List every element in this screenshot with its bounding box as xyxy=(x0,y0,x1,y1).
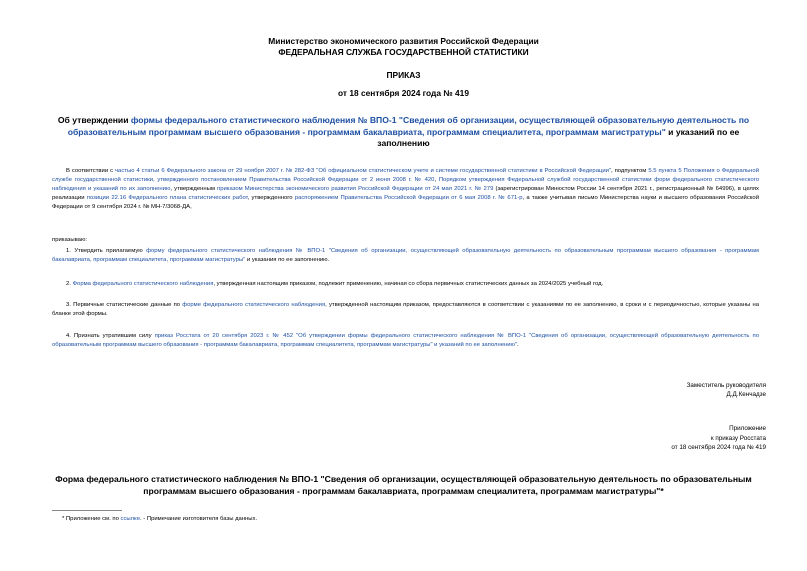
preamble-text-6: , утвержденного xyxy=(247,194,295,201)
footnote-link[interactable]: ссылке xyxy=(120,516,140,522)
preamble-text-5: (зарегистрирован Минюстом России 14 сентября 2021 г., регистрационный № 64996), в целях реализации xyxy=(52,185,759,201)
item-2-text-a: 2. xyxy=(66,281,73,287)
order-item-2 xyxy=(52,280,759,289)
form-title: Форма федерального статистического наблюдения № ВПО-1 "Сведения об организации, осуществляющей образовательную деятельность по образовательным программам высшего образования - программам бакалавриата, программам специалитета, программам магистратуры"* xyxy=(55,474,752,496)
ministry-order-link[interactable]: приказом Министерства экономического развития Российской Федерации от 24 мая 2021 г. № 279 xyxy=(217,185,494,192)
title-form-link[interactable]: формы федерального статистического наблюдения № ВПО-1 "Сведения об организации, осуществляющей образовательную деятельность по образовательным программам высшего образования - программам бакалавриата, программам специалитета, программам магистратуры" xyxy=(67,115,750,137)
signature-block xyxy=(500,382,766,399)
ministry-name: Министерство экономического развития Российской Федерации xyxy=(268,36,539,46)
preamble-text-3: , xyxy=(434,176,439,183)
appendix-label: Приложение xyxy=(729,425,766,432)
preamble-text-7: , а также учитывая письмо Министерства науки и высшего образования Российской Федерации от 9 сентября 2024 г. № МН-7/3068-ДА, xyxy=(52,194,759,210)
item-4-repealed-order-link[interactable]: приказ Росстата от 20 сентября 2023 г. № 452 "Об утверждении формы федерального статистического наблюдения № ВПО-1 "Сведения об организации, осуществляющей образовательную деятельность по образовательным программам высшего образования - программам бакалавриата, программам специалитета, программам магистратуры" и указаний по ее заполнению" xyxy=(52,333,760,348)
item-2-text-b: , утвержденная настоящим приказом, подлежит применению, начиная со сбора первичных статистических данных за 2024/2025 учебный год. xyxy=(213,281,604,287)
footnote-text-b: . - Примечание изготовителя базы данных. xyxy=(139,516,258,522)
doc-date-number: от 18 сентября 2024 года № 419 xyxy=(337,88,469,98)
footnote-divider xyxy=(52,510,122,511)
document-title xyxy=(48,115,759,150)
title-prefix: Об утверждении xyxy=(57,115,131,125)
footnote xyxy=(52,515,759,524)
footnote-text-a: * Приложение см. по xyxy=(62,516,121,522)
procedure-link[interactable]: Порядком утверждения Федеральной службой государственной статистики форм федерального статистического наблюдения и указаний по их заполнению xyxy=(52,176,759,192)
signatory-name: Д.Д.Кенчадзе xyxy=(726,390,766,398)
order-word: приказываю: xyxy=(52,237,88,243)
order-item-4 xyxy=(52,332,759,350)
item-3-form-link[interactable]: форме федерального статистического наблюдения xyxy=(182,302,326,308)
item-1-text-a: 1. Утвердить прилагаемую xyxy=(66,248,147,254)
regulation-link[interactable]: 5.5 пункта 5 Положения о Федеральной службе государственной статистики, утвержденного постановлением Правительства Российской Федерации от 2 июня 2008 г. № 420 xyxy=(52,168,759,183)
signatory-position: Заместитель руководителя xyxy=(686,382,766,389)
item-3-text-a: 3. Первичные статистические данные по xyxy=(66,302,183,308)
preamble-text-4: , утвержденным xyxy=(170,185,218,192)
appendix-date-number: от 18 сентября 2024 года № 419 xyxy=(671,444,766,452)
item-2-form-link[interactable]: Форма федерального статистического наблюдения xyxy=(72,281,214,287)
plan-position-link[interactable]: позиции 22.16 Федерального плана статистических работ xyxy=(86,194,248,201)
title-suffix: и указаний по ее заполнению xyxy=(377,126,740,149)
preamble-text-2: , подпунктом xyxy=(611,168,649,174)
service-name: ФЕДЕРАЛЬНАЯ СЛУЖБА ГОСУДАРСТВЕННОЙ СТАТИСТИКИ xyxy=(278,46,529,57)
appendix-to-order: к приказу Росстата xyxy=(710,434,766,442)
item-4-text-b: . xyxy=(517,341,519,348)
item-4-text-a: 4. Признать утратившим силу xyxy=(66,333,155,339)
item-1-text-b: и указания по ее заполнению. xyxy=(245,256,330,263)
government-decree-link[interactable]: распоряжением Правительства Российской Федерации от 6 мая 2008 г. № 671-р xyxy=(294,194,523,201)
doc-type: ПРИКАЗ xyxy=(386,70,421,80)
order-item-3 xyxy=(52,301,759,319)
item-1-form-link[interactable]: форму федерального статистического наблюдения № ВПО-1 "Сведения об организации, осуществляющей образовательную деятельность по образовательным программам высшего образования - программам бакалавриата, программам специалитета, программам магистратуры" xyxy=(52,248,759,263)
order-item-1 xyxy=(52,247,759,265)
appendix-block xyxy=(500,424,766,453)
law-link[interactable]: частью 4 статьи 6 Федерального закона от 29 ноября 2007 г. № 282-ФЗ "Об официальном статистическом учете и системе государственной статистики в Российской Федерации" xyxy=(114,168,612,174)
preamble-text-1: В соответствии с xyxy=(66,168,115,174)
document-header xyxy=(150,36,657,57)
preamble-paragraph xyxy=(52,167,759,212)
item-3-text-b: , утвержденной настоящим приказом, предоставляются в соответствии с указаниями по ее заполнению, в сроки и с периодичностью, которые указаны на бланке этой формы. xyxy=(52,302,759,317)
